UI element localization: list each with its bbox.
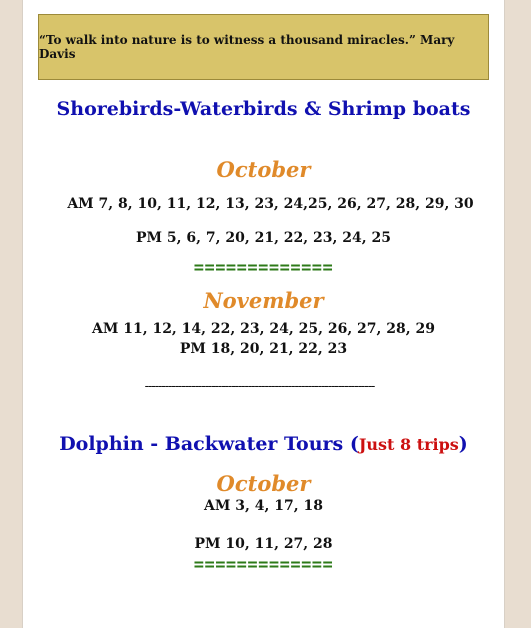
quote-text: “To walk into nature is to witness a thousand miracles.” Mary Davis [39, 33, 455, 61]
newsletter-page [22, 0, 505, 628]
november-am-dates: AM 11, 12, 14, 22, 23, 24, 25, 26, 27, 28, 29 [91, 321, 436, 337]
october-am-dates: AM 7, 8, 10, 11, 12, 13, 23, 24,25, 26, 27, 28, 29, 30 [67, 196, 474, 212]
dolphin-pm-dates: PM 10, 11, 27, 28 [194, 536, 333, 552]
dolphin-am-dates: AM 3, 4, 17, 18 [204, 498, 323, 514]
dolphin-divider: ============= [193, 555, 334, 575]
october-pm-dates: PM 5, 6, 7, 20, 21, 22, 23, 24, 25 [135, 230, 391, 246]
dolphin-heading-text: Dolphin - Backwater Tours ( [59, 433, 359, 455]
october-month-label: October [216, 157, 311, 182]
dolphin-heading [23, 433, 504, 455]
quote-box [38, 14, 489, 80]
shorebirds-heading: Shorebirds-Waterbirds & Shrimp boats [56, 98, 471, 120]
section-divider: ============= [193, 258, 334, 278]
dolphin-october-label: October [216, 471, 311, 496]
dashed-separator: --------------------------------------------------------------------- [144, 378, 375, 393]
trips-highlight: Just 8 trips [358, 435, 459, 454]
dolphin-heading-close: ) [458, 433, 468, 455]
november-month-label: November [203, 288, 324, 313]
november-pm-dates: PM 18, 20, 21, 22, 23 [179, 341, 348, 357]
